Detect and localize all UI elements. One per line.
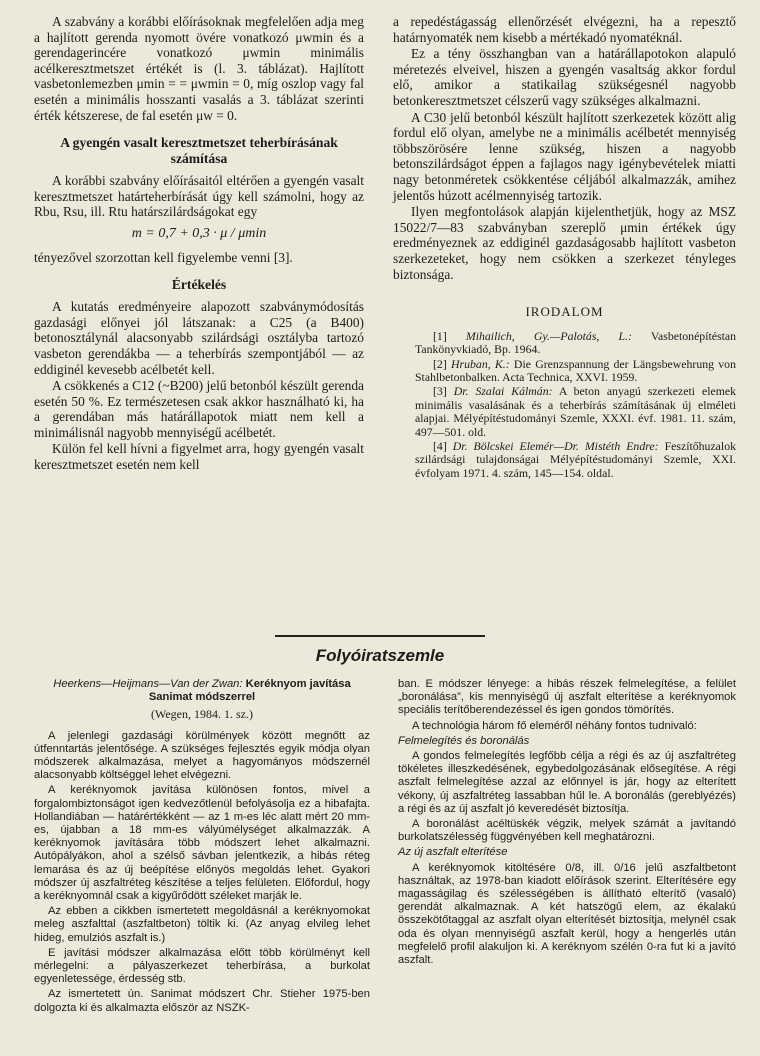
reference-text: Die Grenzspannung der Längsbewehrung von Stahlbetonbalken. Acta Technica, XXVI. 1959.: [415, 356, 736, 384]
reference-author: Dr. Bölcskei Elemér—Dr. Mistéth Endre:: [452, 438, 659, 453]
subheading: Az új aszfalt elterítése: [398, 846, 508, 859]
article-source: (Wegen, 1984. 1. sz.): [150, 707, 253, 722]
reference-author: Dr. Szalai Kálmán:: [453, 384, 553, 399]
paragraph: A boronálást acéltüskék végzik, melyek számát a javítandó burkolatszélesség függvényében kell meghatározni.: [398, 818, 736, 844]
paragraph: Az ebben a cikkben ismertetett megoldásnál a keréknyomokat meleg aszfalttal (aszfaltbeton) töltik ki. (Az anyag elvileg lehet hideg, emulziós aszfalt is.): [34, 905, 370, 944]
paragraph: A jelenlegi gazdasági körülmények között megnőtt az útfenntartás jelentősége. A szükséges fejlesztés egyik módja olyan módszerek alkalmazása, melyet a hagyományos módszernél alacsonyabb költséggel lehet elvégezni.: [34, 729, 370, 782]
article-heading: [34, 678, 370, 704]
subheading: Felmelegítés és boronálás: [398, 734, 530, 747]
paragraph: A csökkenés a C12 (~B200) jelű betonból készült gerenda esetén 50 %. Ez természetesen csak akkor használható ki, ha a gerendában más határállapotok miatt nem kell a minimálisnál nagyobb mennyiségű acélbetét.: [34, 378, 364, 440]
article-authors: Heerkens—Heijmans—Van der Zwan:: [53, 678, 243, 690]
article-title: Keréknyom javítása Sanimat módszerrel: [148, 678, 351, 704]
reference-number: [3]: [433, 384, 447, 399]
paragraph: A C30 jelű betonból készült hajlított szerkezetek között alig fordul elő olyan, amelybe ne a minimális acélbetét mennyiség többszörösére lenne szükség, hiszen a nagyobb betonszilárdságot éppen a fajlagos nagy igénybevételek miatti nagy betonméretek csökkentése céljából alkalmazzák, amihez jelentős húzott acélmennyiség tartozik.: [393, 109, 736, 203]
top-right-column: [393, 14, 736, 480]
top-left-column: [34, 14, 364, 473]
reference-text: A beton anyagú szerkezeti elemek minimális vasalásának és a teherbírás számításának új elméleti alapjai. Mélyépítéstudományi Szemle, XXXI. évf. 1981. 11. szám, 497—501. old.: [415, 384, 737, 439]
section-title: Folyóiratszemle: [315, 646, 445, 665]
paragraph: A korábbi szabvány előírásaitól eltérően a gyengén vasalt keresztmetszet határteherbírását úgy kell számolni, hogy az Rbu, Rsu, ill. Rtu határszilárdságokat egy: [34, 173, 364, 220]
paragraph: tényezővel szorzottan kell figyelembe venni [3].: [34, 249, 293, 265]
reference-item: [393, 385, 736, 439]
section-divider: [275, 635, 485, 637]
section-heading: A gyengén vasalt keresztmetszet teherbírásának számítása: [60, 135, 338, 167]
reference-number: [1]: [433, 328, 447, 343]
reference-author: Hruban, K.:: [451, 356, 510, 371]
reference-author: Mihailich, Gy.—Palotás, L.:: [465, 328, 632, 343]
paragraph: Ez a tény összhangban van a határállapotokon alapuló méretezés elveivel, hiszen a gyengén vasaltság akkor fordul elő, amikor a statikailag szükségesnél nagyobb betonkeresztmetszet célszerű vagy szükséges alkalmazni.: [393, 46, 736, 108]
reference-item: [393, 330, 736, 357]
paragraph: ban. E módszer lényege: a hibás részek felmelegítése, a felület „boronálása”, kis mennyiségű új aszfalt elterítése a keréknyomok speciális terítőberendezéssel és igen gondos tömörítés.: [398, 678, 736, 717]
reference-text: Feszítőhuzalok szilárdsági tulajdonságai Mélyépítéstudományi Szemle, XXI. évfolyam 1971. 4. szám, 145—154. oldal.: [415, 438, 736, 480]
references-title: IRODALOM: [525, 304, 604, 320]
paragraph: A technológia három fő eleméről néhány fontos tudnivaló:: [412, 719, 697, 732]
reference-number: [4]: [433, 438, 447, 453]
references-list: [393, 330, 736, 480]
paragraph: A keréknyomok kitöltésére 0/8, ill. 0/16 jelű aszfaltbetont használtak, az 1978-ban kiadott előírások szerint. Elterítésére egy magasságilag és szélességében is állítható elterítő (vasaló) gerendát alkalmaznak. A két hatszögű elem, az ékalakú összekötőtaggal az aszfalt olyan elterítését biztosítja, melynél csak oda és olyan mennyiségű aszfalt kerül, hogy a hengerlés után megfelelő profil alakuljon ki. A keréknyom szélén 0-ra fut ki a javító aszfalt.: [398, 861, 736, 967]
reference-number: [2]: [433, 356, 447, 371]
reference-item: [393, 358, 736, 385]
paragraph: Az ismertetett ún. Sanimat módszert Chr. Stieher 1975-ben dolgozta ki és alkalmazta először az NSZK-: [34, 988, 370, 1014]
paragraph: Külön fel kell hívni a figyelmet arra, hogy gyengén vasalt keresztmetszet esetén nem kell: [34, 441, 364, 473]
reference-item: [393, 440, 736, 480]
paragraph: A gondos felmelegítés legfőbb célja a régi és az új aszfaltréteg tökéletes illeszkedésének, egybedolgozásának elősegítése. A régi aszfalt felmelegítése azzal az előnnyel is jár, hogy az elterített vékony, új aszfaltréteg lassabban hűl le. A boronálás (gereblyézés) a régi és az új aszfalt jó keveredését biztosítja.: [398, 750, 736, 815]
bottom-right-column: [398, 678, 736, 969]
paragraph: a repedéstágasság ellenőrzését elvégezni, ha a repesztő határnyomaték nem kisebb a mértékadó nyomatéknál.: [393, 14, 736, 45]
paragraph: A szabvány a korábbi előírásoknak megfelelően adja meg a hajlított gerenda nyomott övére vonatkozó μwmin és a gerendagerincére vonatkozó μwmin minimális acélkeresztmetszet értékét is (l. 3. táblázat). Hajlított vasbetonlemezben μmin = = μwmin = 0, míg oszlop vagy fal esetén a minimális hosszanti vasalás a 3. táblázat szerinti érték kétszerese, de fal esetén μw = 0.: [34, 14, 364, 123]
paragraph: Ilyen megfontolások alapján kijelenthetjük, hogy az MSZ 15022/7—83 szabványban szereplő μmin értékek úgy eredményeznek az eddiginél gazdaságosabb hajlított vasbeton szerkezeteket, hogy nem csökken a szerkezet tényleges biztonsága.: [393, 204, 736, 282]
formula: m = 0,7 + 0,3 · μ / μmin: [131, 225, 267, 241]
section-heading: Értékelés: [171, 277, 227, 293]
paragraph: A kutatás eredményeire alapozott szabványmódosítás gazdasági előnyei jól látszanak: a C25 (a B400) betonosztálynál alacsonyabb szilárdsági osztályba tartozó vasbeton gerendákba — a teherbírás szempontjából — az eddiginél kevesebb acélbetét kell.: [34, 299, 364, 377]
bottom-left-column: [34, 678, 370, 1017]
paragraph: A keréknyomok javítása különösen fontos, mivel a forgalombiztonságot igen kedvezőtlenül befolyásolja ez a hibafajta. Hollandiában — határértékként — az 1 m-es léc alatt mért 20 mm-es, újabban a 18 mm-es vályúmélységet alkalmazzák. A keréknyomok javítására több módszert lehet alkalmazni. Autópályákon, ahol a szélső sávban jelentkezik, a hibás réteg lemarása és az új beépítése előnyös megoldás lehet. Gyakori módszer új aszfaltréteg készítése a teljes felületen. Előfordul, hogy a keréknyomnál csak a kigyűrődött széleket marják le.: [34, 784, 370, 903]
paragraph: E javítási módszer alkalmazása előtt több körülményt kell mérlegelni: a pályaszerkezet teherbírása, a burkolat egyenletessége, érdesség stb.: [34, 946, 370, 986]
reference-text: Vasbetonépítéstan Tankönyvkiadó, Bp. 1964.: [415, 328, 736, 357]
